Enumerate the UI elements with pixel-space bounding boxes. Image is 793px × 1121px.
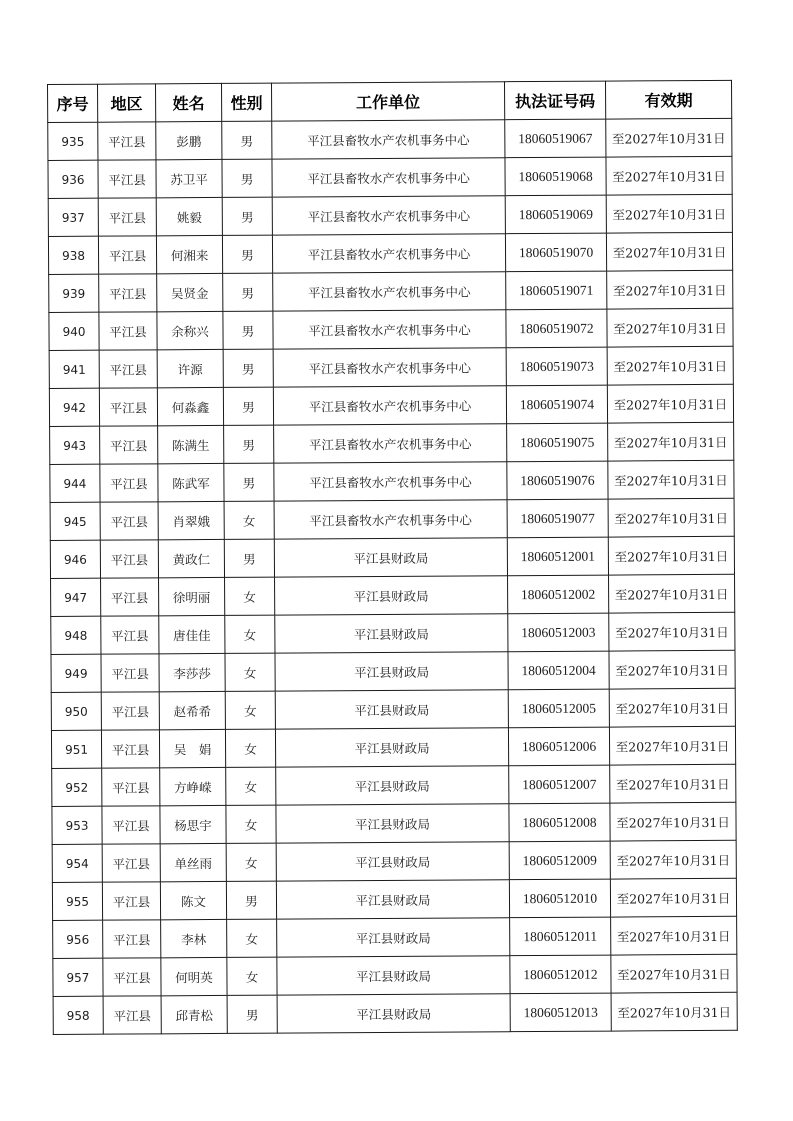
seq-cell: 956 — [53, 920, 103, 958]
work-unit-cell: 平江县畜牧水产农机事务中心 — [273, 386, 506, 425]
work-unit-cell: 平江县财政局 — [276, 842, 509, 881]
license-number-cell: 18060512005 — [508, 689, 609, 728]
table-row — [50, 498, 734, 540]
validity-cell: 至2027年10月31日 — [606, 156, 732, 195]
gender-cell: 男 — [223, 273, 273, 311]
region-cell: 平江县 — [99, 312, 157, 350]
license-number-cell: 18060512002 — [508, 575, 609, 614]
enforcement-roster-table — [47, 80, 738, 1035]
validity-cell: 至2027年10月31日 — [609, 612, 735, 651]
table-row — [53, 916, 737, 958]
validity-cell: 至2027年10月31日 — [611, 992, 737, 1031]
header-seq: 序号 — [48, 84, 98, 122]
seq-cell: 951 — [51, 730, 101, 768]
gender-cell: 男 — [223, 311, 273, 349]
gender-cell: 女 — [226, 805, 276, 843]
table-row — [51, 612, 735, 654]
name-cell: 何湘来 — [156, 235, 222, 273]
header-region: 地区 — [98, 84, 156, 122]
work-unit-cell: 平江县畜牧水产农机事务中心 — [272, 196, 505, 235]
table-row — [48, 156, 732, 198]
table-body — [48, 118, 738, 1034]
work-unit-cell: 平江县财政局 — [276, 880, 509, 919]
region-cell: 平江县 — [100, 426, 158, 464]
validity-cell: 至2027年10月31日 — [609, 650, 735, 689]
work-unit-cell: 平江县畜牧水产农机事务中心 — [273, 310, 506, 349]
validity-cell: 至2027年10月31日 — [607, 346, 733, 385]
region-cell: 平江县 — [99, 350, 157, 388]
name-cell: 杨思宇 — [160, 805, 226, 843]
seq-cell: 939 — [49, 274, 99, 312]
license-number-cell: 18060519073 — [506, 347, 607, 386]
seq-cell: 942 — [49, 388, 99, 426]
work-unit-cell: 平江县财政局 — [275, 690, 508, 729]
license-number-cell: 18060519069 — [505, 195, 606, 234]
validity-cell: 至2027年10月31日 — [608, 422, 734, 461]
license-number-cell: 18060519070 — [505, 233, 606, 272]
table-row — [51, 726, 735, 768]
table-row — [50, 422, 734, 464]
name-cell: 吴 娟 — [159, 729, 225, 767]
name-cell: 何明英 — [161, 957, 227, 995]
region-cell: 平江县 — [103, 996, 161, 1034]
seq-cell: 958 — [53, 996, 103, 1034]
header-name: 姓名 — [156, 83, 222, 121]
seq-cell: 943 — [50, 426, 100, 464]
gender-cell: 男 — [222, 197, 272, 235]
seq-cell: 955 — [52, 882, 102, 920]
seq-cell: 945 — [50, 502, 100, 540]
gender-cell: 女 — [226, 767, 276, 805]
seq-cell: 941 — [49, 350, 99, 388]
name-cell: 陈满生 — [158, 425, 224, 463]
work-unit-cell: 平江县畜牧水产农机事务中心 — [272, 120, 505, 159]
work-unit-cell: 平江县财政局 — [277, 994, 510, 1033]
header-gender: 性别 — [221, 83, 271, 121]
table-row — [49, 308, 733, 350]
name-cell: 邱青松 — [161, 995, 227, 1033]
name-cell: 李莎莎 — [159, 653, 225, 691]
gender-cell: 男 — [224, 539, 274, 577]
work-unit-cell: 平江县畜牧水产农机事务中心 — [273, 348, 506, 387]
table-row — [50, 460, 734, 502]
name-cell: 姚毅 — [156, 197, 222, 235]
gender-cell: 女 — [225, 577, 275, 615]
seq-cell: 947 — [51, 578, 101, 616]
name-cell: 黄政仁 — [158, 539, 224, 577]
validity-cell: 至2027年10月31日 — [607, 308, 733, 347]
table-row — [51, 650, 735, 692]
seq-cell: 953 — [52, 806, 102, 844]
validity-cell: 至2027年10月31日 — [609, 726, 735, 765]
gender-cell: 女 — [224, 501, 274, 539]
validity-cell: 至2027年10月31日 — [606, 118, 732, 157]
work-unit-cell: 平江县财政局 — [274, 538, 507, 577]
seq-cell: 944 — [50, 464, 100, 502]
seq-cell: 949 — [51, 654, 101, 692]
header-validity: 有效期 — [605, 80, 731, 119]
region-cell: 平江县 — [101, 578, 159, 616]
region-cell: 平江县 — [99, 274, 157, 312]
table-row — [53, 954, 737, 996]
seq-cell: 957 — [53, 958, 103, 996]
table-row — [50, 536, 734, 578]
gender-cell: 男 — [222, 159, 272, 197]
gender-cell: 女 — [225, 615, 275, 653]
license-number-cell: 18060512003 — [508, 613, 609, 652]
name-cell: 吴贤金 — [157, 273, 223, 311]
table-row — [52, 764, 736, 806]
name-cell: 陈文 — [160, 881, 226, 919]
license-number-cell: 18060512009 — [509, 841, 610, 880]
work-unit-cell: 平江县财政局 — [277, 956, 510, 995]
region-cell: 平江县 — [101, 616, 159, 654]
gender-cell: 男 — [222, 121, 272, 159]
region-cell: 平江县 — [102, 806, 160, 844]
name-cell: 余称兴 — [157, 311, 223, 349]
work-unit-cell: 平江县财政局 — [276, 804, 509, 843]
work-unit-cell: 平江县财政局 — [275, 728, 508, 767]
table-row — [49, 384, 733, 426]
license-number-cell: 18060512004 — [508, 651, 609, 690]
validity-cell: 至2027年10月31日 — [610, 764, 736, 803]
region-cell: 平江县 — [99, 388, 157, 426]
seq-cell: 938 — [48, 236, 98, 274]
name-cell: 方峥嵘 — [160, 767, 226, 805]
validity-cell: 至2027年10月31日 — [609, 574, 735, 613]
license-number-cell: 18060512006 — [508, 727, 609, 766]
gender-cell: 女 — [225, 691, 275, 729]
region-cell: 平江县 — [98, 198, 156, 236]
header-work-unit: 工作单位 — [271, 82, 504, 121]
validity-cell: 至2027年10月31日 — [611, 916, 737, 955]
gender-cell: 女 — [225, 729, 275, 767]
gender-cell: 男 — [224, 425, 274, 463]
gender-cell: 男 — [223, 349, 273, 387]
validity-cell: 至2027年10月31日 — [608, 460, 734, 499]
work-unit-cell: 平江县财政局 — [275, 652, 508, 691]
table-row — [51, 688, 735, 730]
table-row — [49, 270, 733, 312]
gender-cell: 女 — [226, 843, 276, 881]
region-cell: 平江县 — [102, 844, 160, 882]
region-cell: 平江县 — [101, 654, 159, 692]
region-cell: 平江县 — [103, 958, 161, 996]
name-cell: 陈武军 — [158, 463, 224, 501]
license-number-cell: 18060512013 — [510, 993, 611, 1032]
table-row — [48, 118, 732, 160]
name-cell: 肖翠娥 — [158, 501, 224, 539]
validity-cell: 至2027年10月31日 — [608, 536, 734, 575]
region-cell: 平江县 — [100, 540, 158, 578]
header-license-number: 执法证号码 — [504, 81, 605, 120]
work-unit-cell: 平江县畜牧水产农机事务中心 — [272, 158, 505, 197]
validity-cell: 至2027年10月31日 — [607, 384, 733, 423]
license-number-cell: 18060512001 — [507, 537, 608, 576]
header-row — [48, 80, 732, 122]
seq-cell: 946 — [50, 540, 100, 578]
license-number-cell: 18060512012 — [510, 955, 611, 994]
license-number-cell: 18060512008 — [509, 803, 610, 842]
license-number-cell: 18060512011 — [510, 917, 611, 956]
region-cell: 平江县 — [100, 502, 158, 540]
work-unit-cell: 平江县畜牧水产农机事务中心 — [274, 424, 507, 463]
region-cell: 平江县 — [98, 236, 156, 274]
gender-cell: 男 — [223, 387, 273, 425]
gender-cell: 男 — [226, 881, 276, 919]
gender-cell: 女 — [225, 653, 275, 691]
seq-cell: 952 — [52, 768, 102, 806]
work-unit-cell: 平江县畜牧水产农机事务中心 — [274, 462, 507, 501]
work-unit-cell: 平江县畜牧水产农机事务中心 — [274, 500, 507, 539]
table-row — [51, 574, 735, 616]
work-unit-cell: 平江县畜牧水产农机事务中心 — [273, 272, 506, 311]
seq-cell: 948 — [51, 616, 101, 654]
license-number-cell: 18060519075 — [507, 423, 608, 462]
table-row — [49, 346, 733, 388]
license-number-cell: 18060519076 — [507, 461, 608, 500]
name-cell: 何淼鑫 — [157, 387, 223, 425]
region-cell: 平江县 — [101, 692, 159, 730]
license-number-cell: 18060512010 — [509, 879, 610, 918]
table-row — [53, 992, 737, 1034]
gender-cell: 男 — [224, 463, 274, 501]
seq-cell: 935 — [48, 122, 98, 160]
work-unit-cell: 平江县财政局 — [277, 918, 510, 957]
validity-cell: 至2027年10月31日 — [610, 840, 736, 879]
license-number-cell: 18060512007 — [509, 765, 610, 804]
validity-cell: 至2027年10月31日 — [611, 954, 737, 993]
region-cell: 平江县 — [103, 920, 161, 958]
work-unit-cell: 平江县财政局 — [275, 576, 508, 615]
validity-cell: 至2027年10月31日 — [609, 688, 735, 727]
table-row — [52, 840, 736, 882]
validity-cell: 至2027年10月31日 — [610, 802, 736, 841]
region-cell: 平江县 — [102, 882, 160, 920]
name-cell: 单丝雨 — [160, 843, 226, 881]
name-cell: 苏卫平 — [156, 159, 222, 197]
work-unit-cell: 平江县财政局 — [276, 766, 509, 805]
seq-cell: 936 — [48, 160, 98, 198]
table-row — [52, 878, 736, 920]
validity-cell: 至2027年10月31日 — [606, 194, 732, 233]
validity-cell: 至2027年10月31日 — [606, 232, 732, 271]
name-cell: 唐佳佳 — [159, 615, 225, 653]
validity-cell: 至2027年10月31日 — [608, 498, 734, 537]
region-cell: 平江县 — [100, 464, 158, 502]
name-cell: 彭鹏 — [156, 121, 222, 159]
work-unit-cell: 平江县财政局 — [275, 614, 508, 653]
region-cell: 平江县 — [98, 122, 156, 160]
name-cell: 李林 — [161, 919, 227, 957]
validity-cell: 至2027年10月31日 — [610, 878, 736, 917]
gender-cell: 男 — [227, 995, 277, 1033]
seq-cell: 954 — [52, 844, 102, 882]
validity-cell: 至2027年10月31日 — [607, 270, 733, 309]
table-row — [48, 232, 732, 274]
gender-cell: 男 — [222, 235, 272, 273]
seq-cell: 940 — [49, 312, 99, 350]
license-number-cell: 18060519072 — [506, 309, 607, 348]
region-cell: 平江县 — [98, 160, 156, 198]
work-unit-cell: 平江县畜牧水产农机事务中心 — [272, 234, 505, 273]
table-header — [48, 80, 732, 122]
license-number-cell: 18060519067 — [505, 119, 606, 158]
name-cell: 许源 — [157, 349, 223, 387]
license-number-cell: 18060519068 — [505, 157, 606, 196]
name-cell: 徐明丽 — [159, 577, 225, 615]
region-cell: 平江县 — [102, 768, 160, 806]
table-row — [48, 194, 732, 236]
name-cell: 赵希希 — [159, 691, 225, 729]
seq-cell: 950 — [51, 692, 101, 730]
table-row — [52, 802, 736, 844]
license-number-cell: 18060519074 — [506, 385, 607, 424]
gender-cell: 女 — [227, 957, 277, 995]
region-cell: 平江县 — [101, 730, 159, 768]
seq-cell: 937 — [48, 198, 98, 236]
license-number-cell: 18060519071 — [506, 271, 607, 310]
gender-cell: 女 — [227, 919, 277, 957]
license-number-cell: 18060519077 — [507, 499, 608, 538]
